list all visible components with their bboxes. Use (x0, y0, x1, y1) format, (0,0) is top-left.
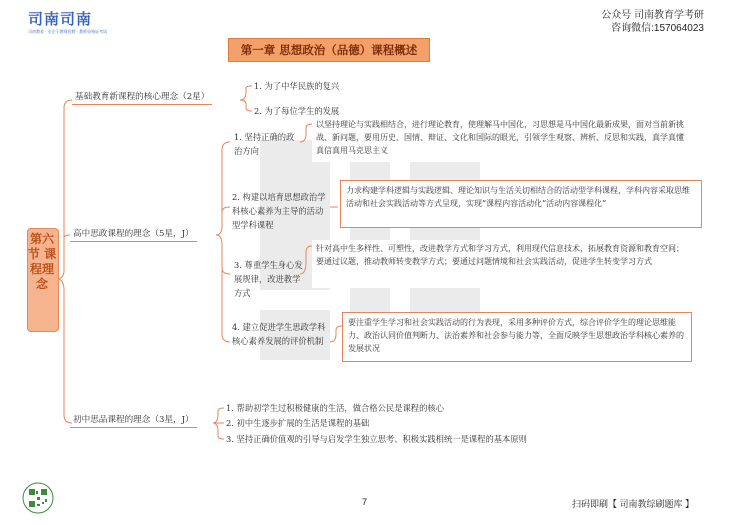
branch-high-school-course-idea: 高中思政课程的理念（5星，J） (70, 228, 197, 242)
branch2-item1-title: 1. 坚持正确的政治方向 (234, 132, 295, 156)
branch2-item1-detail: 以坚持理论与实践相结合，进行理论教育，使理解马中国化，习思想是马中国化最新成果，面对当前新挑战、新问题，要用历史、国情、辩证、文化和国际的眼光，引领学生观察、辨析、反思和实践，真学真懂真信真用马克思主义 (312, 116, 692, 162)
branch1-item-1: 1. 为了中华民族的复兴 (254, 81, 340, 91)
branch3-item-1: 1. 帮助初学生过积极健康的生活，做合格公民是课程的核心 (226, 403, 444, 413)
branch-basic-education-core-idea: 基础教育新课程的核心理念（2星） (72, 91, 212, 105)
branch3-item-3: 3. 坚持正确价值观的引导与启发学生独立思考、积极实践相统一是课程的基本原则 (226, 434, 527, 444)
qr-code-icon[interactable] (22, 482, 54, 514)
logo-subtitle: 司南教育 · 专注于教师招聘 · 教师资格证考试 (28, 29, 108, 34)
branch2-item2-detail: 力求构建学科逻辑与实践逻辑、理论知识与生活关切相结合的活动型学科课程，学科内容采取思维活动和社会实践活动等方式呈现，实现“课程内容活动化”活动内容课程化” (340, 180, 702, 228)
footer-scan-text: 扫码即刷【 司南教综刷题库 】 (571, 499, 694, 509)
logo-text: 司南司南 (28, 11, 93, 28)
branch1-item-2: 2. 为了每位学生的发展 (254, 106, 340, 116)
branch2-item4-title: 4. 建立促进学生思政学科核心素养发展的评价机制 (232, 322, 326, 346)
branch2-item3-title: 3. 尊重学生身心发展规律，改进教学方式 (234, 260, 303, 298)
branch-middle-school-course-idea: 初中思品课程的理念（3星，J） (70, 414, 197, 428)
branch2-item2-title: 2. 构建以培育思想政治学科核心素养为主导的活动型学科课程 (232, 192, 326, 230)
chapter-title: 第一章 思想政治（品德）课程概述 (228, 38, 430, 62)
contact-wechat-account: 公众号 司南教育学考研 (601, 10, 704, 21)
branch2-item3-detail: 针对高中生多样性、可塑性，改进教学方式和学习方式，利用现代信息技术，拓展教育资源和教育空间；要通过议题，推动教师转变教学方式；要通过问题情境和社会实践活动，促进学生转变学习方式 (312, 240, 692, 288)
contact-wechat-id: 咨询微信:157064023 (611, 23, 704, 34)
page-number: 7 (362, 497, 368, 507)
branch2-item4-detail: 要注重学生学习和社会实践活动的行为表现，采用多种评价方式，综合评价学生的理论思维能力、政治认同价值判断力、法治素养和社会参与能力等，全面反映学生思想政治学科核心素养的发展状况 (342, 312, 692, 362)
branch3-item-2: 2. 初中生逐步扩展的生活是课程的基础 (226, 418, 370, 428)
section-label: 第六节 课程理念 (27, 232, 57, 291)
